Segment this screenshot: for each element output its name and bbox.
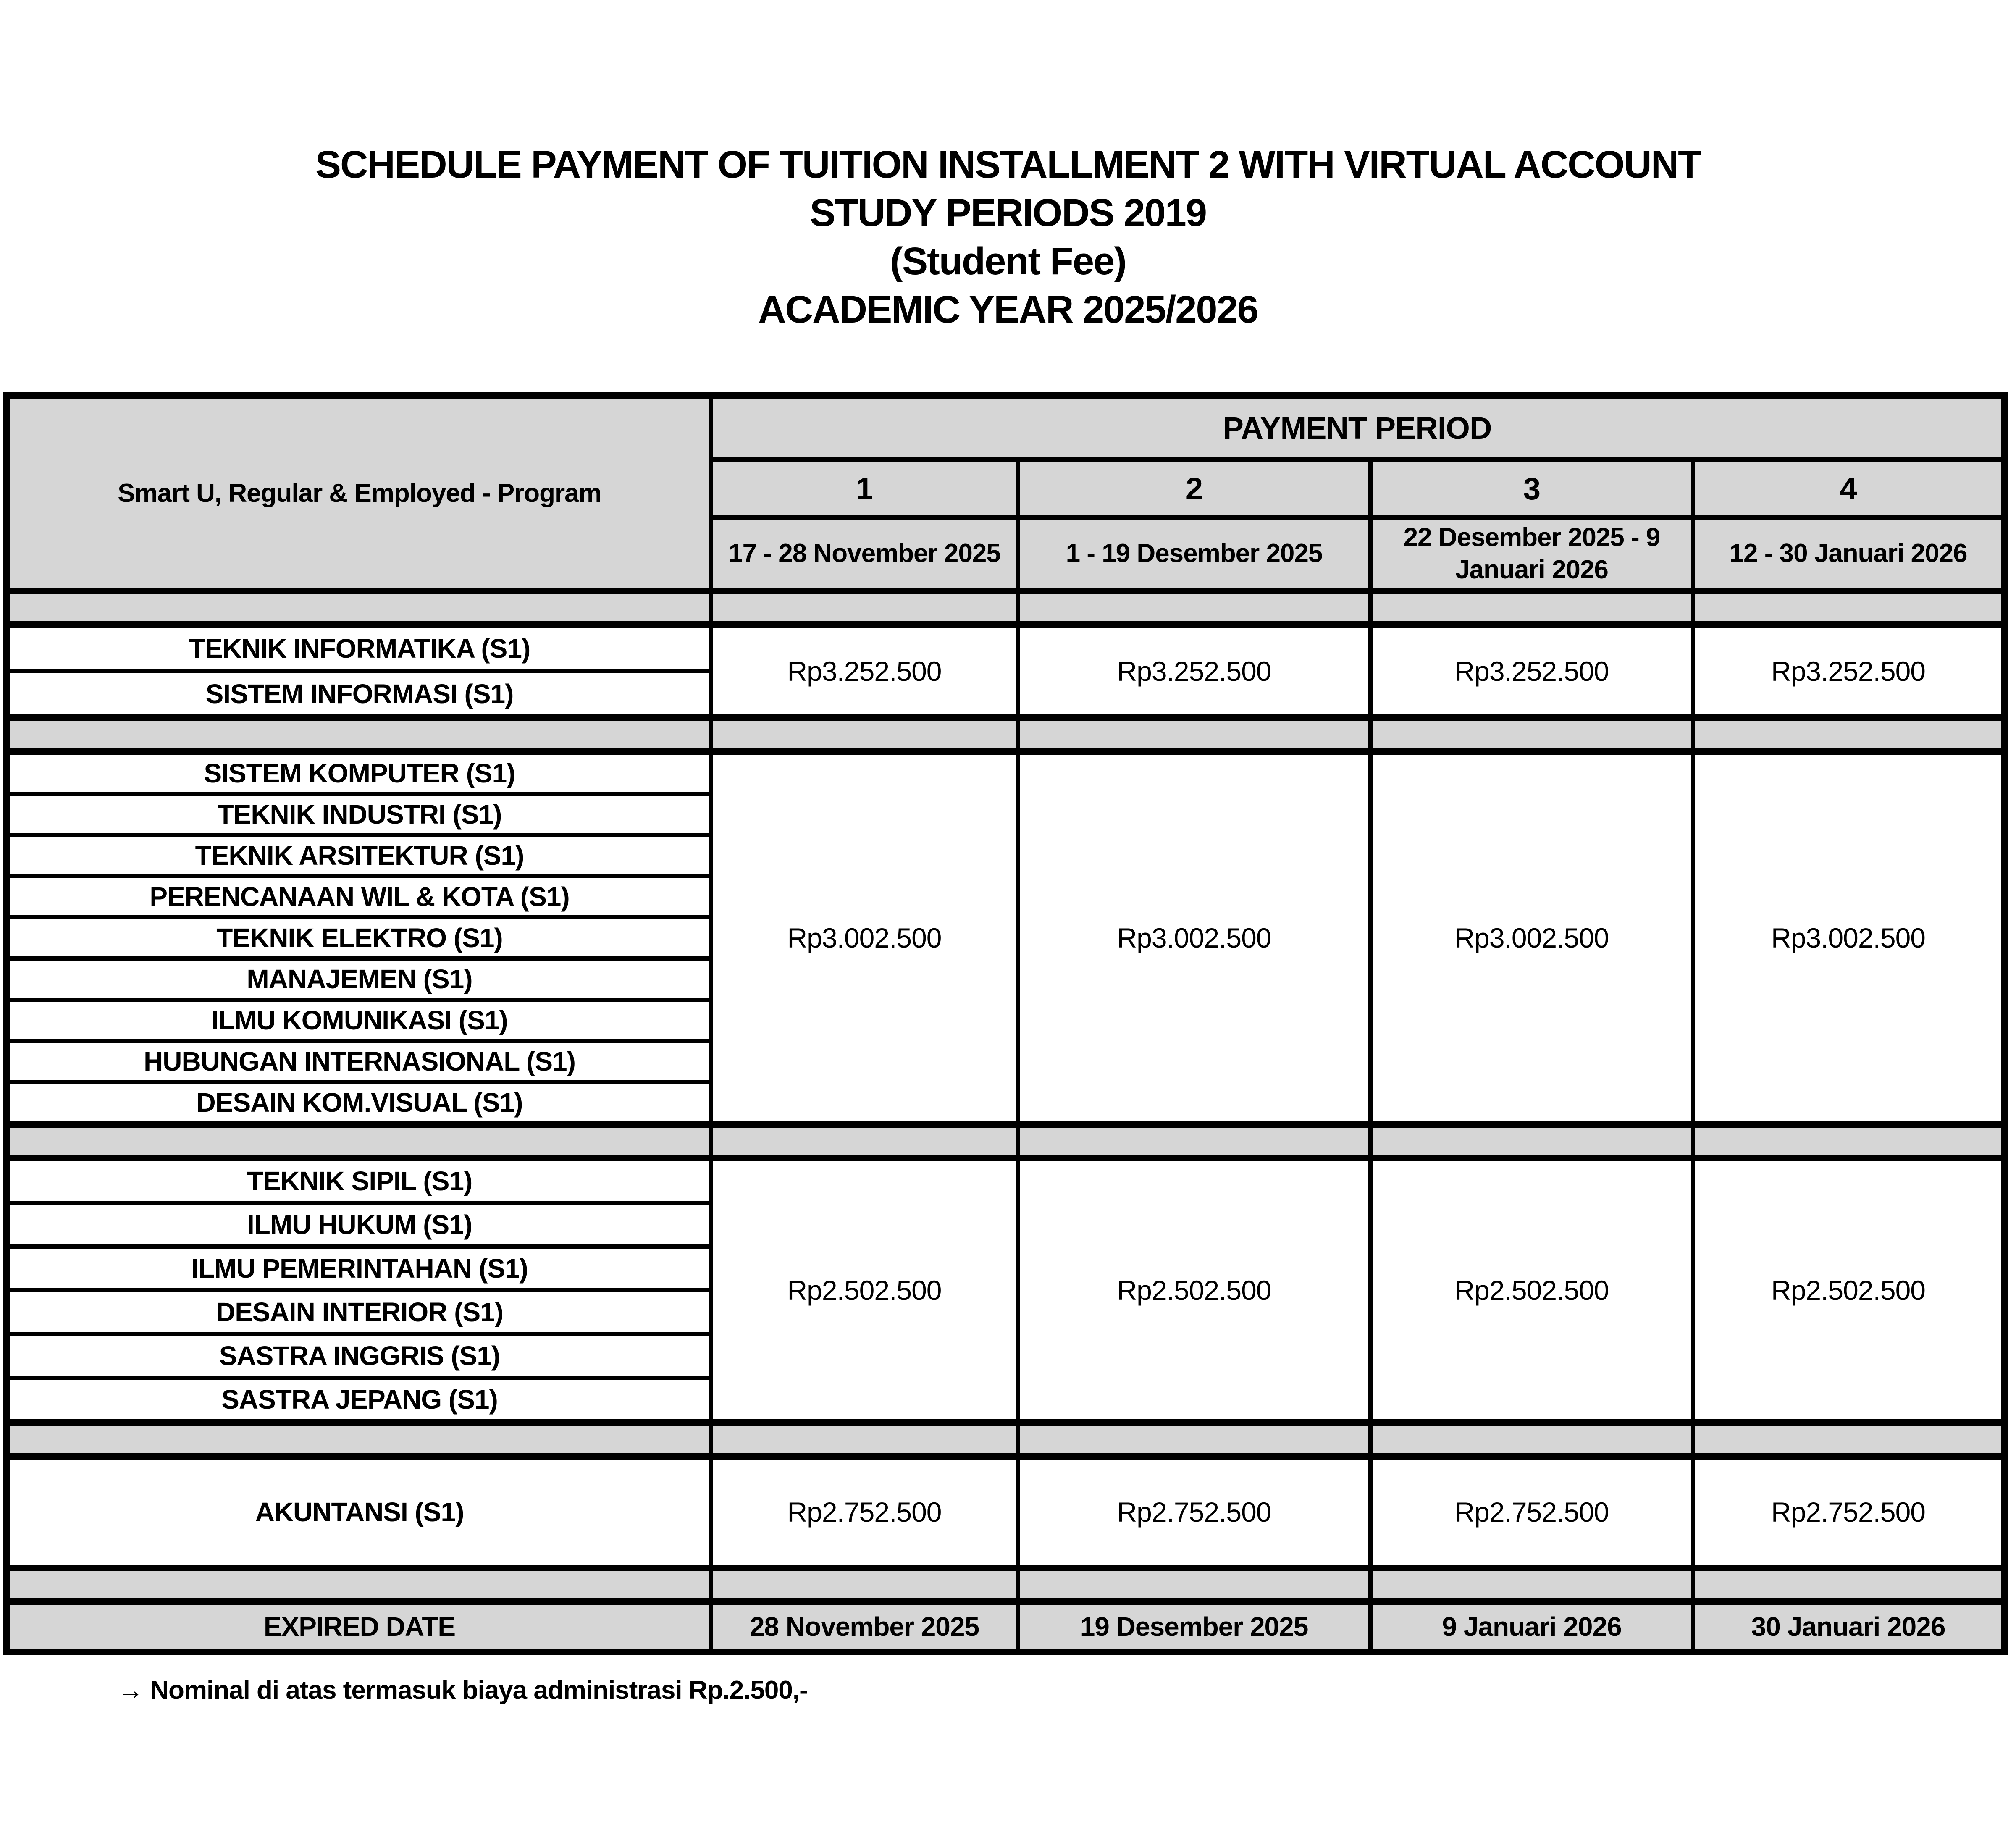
program-row: [7, 625, 2005, 671]
spacer-cell: [1018, 1124, 1370, 1158]
title-line-1: SCHEDULE PAYMENT OF TUITION INSTALLMENT 2 WITH VIRTUAL ACCOUNT: [315, 143, 1701, 186]
expired-date-4: 30 Januari 2026: [1693, 1601, 2005, 1652]
program-cell: SASTRA INGGRIS (S1): [7, 1334, 711, 1378]
program-cell: AKUNTANSI (S1): [7, 1456, 711, 1568]
fee-cell: Rp2.752.500: [711, 1456, 1018, 1568]
title-line-3: (Student Fee): [890, 240, 1126, 283]
spacer-cell: [1693, 718, 2005, 751]
spacer-cell: [1018, 718, 1370, 751]
period-number-4: 4: [1693, 459, 2005, 517]
program-cell: ILMU PEMERINTAHAN (S1): [7, 1247, 711, 1290]
period-date-3: 22 Desember 2025 - 9 Januari 2026: [1370, 517, 1693, 591]
spacer-row: [7, 1124, 2005, 1158]
fee-cell: Rp2.502.500: [711, 1158, 1018, 1423]
program-column-header: Smart U, Regular & Employed - Program: [7, 395, 711, 591]
document-title: [0, 0, 2016, 334]
fee-cell: Rp3.002.500: [1693, 751, 2005, 1124]
period-number-1: 1: [711, 459, 1018, 517]
fee-cell: Rp3.252.500: [711, 625, 1018, 718]
fee-cell: Rp2.752.500: [1018, 1456, 1370, 1568]
program-cell: ILMU HUKUM (S1): [7, 1203, 711, 1247]
spacer-cell: [1018, 1423, 1370, 1456]
payment-schedule-table: [3, 392, 2008, 1655]
expired-date-1: 28 November 2025: [711, 1601, 1018, 1652]
spacer-cell: [7, 1124, 711, 1158]
fee-cell: Rp2.752.500: [1370, 1456, 1693, 1568]
spacer-cell: [1693, 1124, 2005, 1158]
spacer-cell: [1693, 591, 2005, 625]
program-cell: HUBUNGAN INTERNASIONAL (S1): [7, 1041, 711, 1082]
spacer-cell: [1018, 1568, 1370, 1601]
period-date-4: 12 - 30 Januari 2026: [1693, 517, 2005, 591]
expired-date-row: [7, 1601, 2005, 1652]
program-row: [7, 1456, 2005, 1568]
spacer-cell: [1370, 1568, 1693, 1601]
spacer-cell: [711, 718, 1018, 751]
spacer-cell: [1370, 1124, 1693, 1158]
spacer-row: [7, 591, 2005, 625]
spacer-cell: [711, 1124, 1018, 1158]
arrow-right-icon: →: [118, 1676, 143, 1705]
period-number-2: 2: [1018, 459, 1370, 517]
fee-cell: Rp2.502.500: [1693, 1158, 2005, 1423]
program-row: [7, 751, 2005, 794]
spacer-cell: [7, 1423, 711, 1456]
program-cell: TEKNIK INDUSTRI (S1): [7, 794, 711, 835]
title-line-4: ACADEMIC YEAR 2025/2026: [758, 288, 1258, 331]
fee-cell: Rp3.252.500: [1018, 625, 1370, 718]
spacer-cell: [711, 1423, 1018, 1456]
fee-cell: Rp2.502.500: [1018, 1158, 1370, 1423]
program-cell: TEKNIK ELEKTRO (S1): [7, 917, 711, 958]
period-number-3: 3: [1370, 459, 1693, 517]
program-cell: MANAJEMEN (S1): [7, 958, 711, 1000]
expired-date-3: 9 Januari 2026: [1370, 1601, 1693, 1652]
payment-period-header: PAYMENT PERIOD: [711, 395, 2005, 459]
fee-cell: Rp3.002.500: [711, 751, 1018, 1124]
expired-date-2: 19 Desember 2025: [1018, 1601, 1370, 1652]
spacer-cell: [1370, 718, 1693, 751]
fee-cell: Rp3.252.500: [1370, 625, 1693, 718]
header-row-payment-period: [7, 395, 2005, 459]
program-cell: ILMU KOMUNIKASI (S1): [7, 1000, 711, 1041]
spacer-cell: [711, 591, 1018, 625]
title-line-2: STUDY PERIODS 2019: [809, 192, 1206, 234]
spacer-cell: [711, 1568, 1018, 1601]
program-row: [7, 1158, 2005, 1203]
spacer-cell: [1693, 1423, 2005, 1456]
spacer-row: [7, 1568, 2005, 1601]
period-date-1: 17 - 28 November 2025: [711, 517, 1018, 591]
period-date-2: 1 - 19 Desember 2025: [1018, 517, 1370, 591]
program-cell: SISTEM INFORMASI (S1): [7, 671, 711, 718]
program-cell: SASTRA JEPANG (S1): [7, 1378, 711, 1423]
spacer-cell: [7, 718, 711, 751]
program-cell: PERENCANAAN WIL & KOTA (S1): [7, 876, 711, 917]
spacer-cell: [1693, 1568, 2005, 1601]
spacer-cell: [1370, 1423, 1693, 1456]
expired-date-label: EXPIRED DATE: [7, 1601, 711, 1652]
fee-cell: Rp3.252.500: [1693, 625, 2005, 718]
program-cell: TEKNIK INFORMATIKA (S1): [7, 625, 711, 671]
program-cell: DESAIN INTERIOR (S1): [7, 1290, 711, 1334]
spacer-cell: [1018, 591, 1370, 625]
spacer-row: [7, 1423, 2005, 1456]
spacer-row: [7, 718, 2005, 751]
program-cell: TEKNIK SIPIL (S1): [7, 1158, 711, 1203]
program-cell: TEKNIK ARSITEKTUR (S1): [7, 835, 711, 876]
spacer-cell: [7, 591, 711, 625]
spacer-cell: [7, 1568, 711, 1601]
fee-cell: Rp2.502.500: [1370, 1158, 1693, 1423]
spacer-cell: [1370, 591, 1693, 625]
footnote: [118, 1675, 2016, 1705]
program-cell: DESAIN KOM.VISUAL (S1): [7, 1082, 711, 1124]
fee-cell: Rp3.002.500: [1018, 751, 1370, 1124]
footnote-text: Nominal di atas termasuk biaya administrasi Rp.2.500,-: [150, 1676, 808, 1705]
fee-cell: Rp2.752.500: [1693, 1456, 2005, 1568]
fee-cell: Rp3.002.500: [1370, 751, 1693, 1124]
program-cell: SISTEM KOMPUTER (S1): [7, 751, 711, 794]
